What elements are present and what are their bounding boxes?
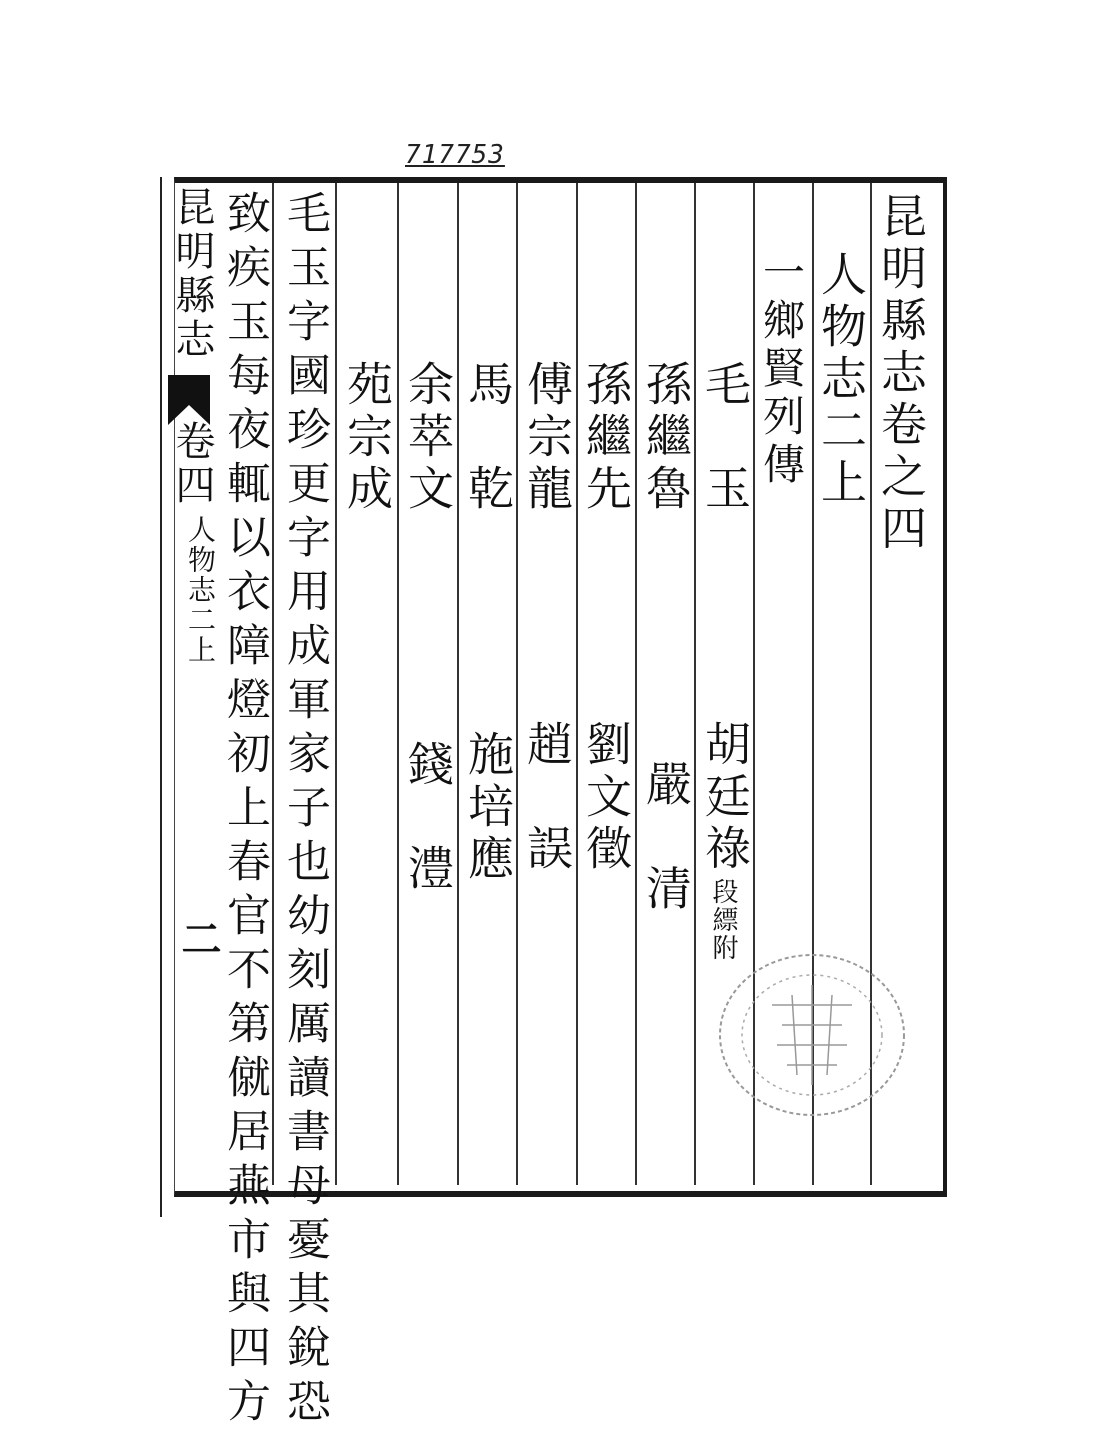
column-rule xyxy=(457,183,459,1185)
margin-volume: 卷四 xyxy=(169,420,215,508)
column-rule xyxy=(635,183,637,1185)
column-rule xyxy=(576,183,578,1185)
entry-lower: 錢 澧 xyxy=(401,740,455,896)
catalog-number-stamp: 717753 xyxy=(405,140,505,170)
column-rule xyxy=(272,183,274,1185)
entry-lower: 施培應 xyxy=(461,730,515,886)
entry-note: 段縹附 xyxy=(708,878,738,962)
subsection-title: 一鄉賢列傳 xyxy=(757,250,806,490)
seal-stamp-icon xyxy=(712,945,912,1125)
margin-section: 人物志二上 xyxy=(184,515,217,665)
entry-lower: 嚴 清 xyxy=(639,760,693,916)
entry-upper: 毛 玉 xyxy=(698,360,752,516)
body-text-line: 致疾玉每夜輒以衣障燈初上春官不第僦居燕市與四方 xyxy=(219,190,270,1432)
entry-lower: 劉文徵 xyxy=(579,720,633,876)
column-rule xyxy=(397,183,399,1185)
book-title: 昆明縣志卷之四 xyxy=(874,192,928,556)
margin-book-title: 昆明縣志 xyxy=(169,186,215,362)
margin-page-number: 二 xyxy=(175,918,222,958)
entry-upper: 傅宗龍 xyxy=(520,360,574,516)
body-text-line: 毛玉字國珍更字用成軍家子也幼刻厲讀書母憂其銳恐 xyxy=(279,190,330,1432)
entry-upper: 孫繼先 xyxy=(579,360,633,516)
column-rule xyxy=(335,183,337,1185)
entry-upper: 馬 乾 xyxy=(461,360,515,516)
entry-lower: 胡廷祿 xyxy=(698,720,752,876)
entry-lower: 趙 誤 xyxy=(520,720,574,876)
entry-upper: 余萃文 xyxy=(401,360,455,516)
entry-upper: 苑宗成 xyxy=(340,360,394,516)
column-rule xyxy=(516,183,518,1185)
column-rule xyxy=(694,183,696,1185)
entry-upper: 孫繼魯 xyxy=(639,360,693,516)
section-title: 人物志二上 xyxy=(814,250,868,510)
